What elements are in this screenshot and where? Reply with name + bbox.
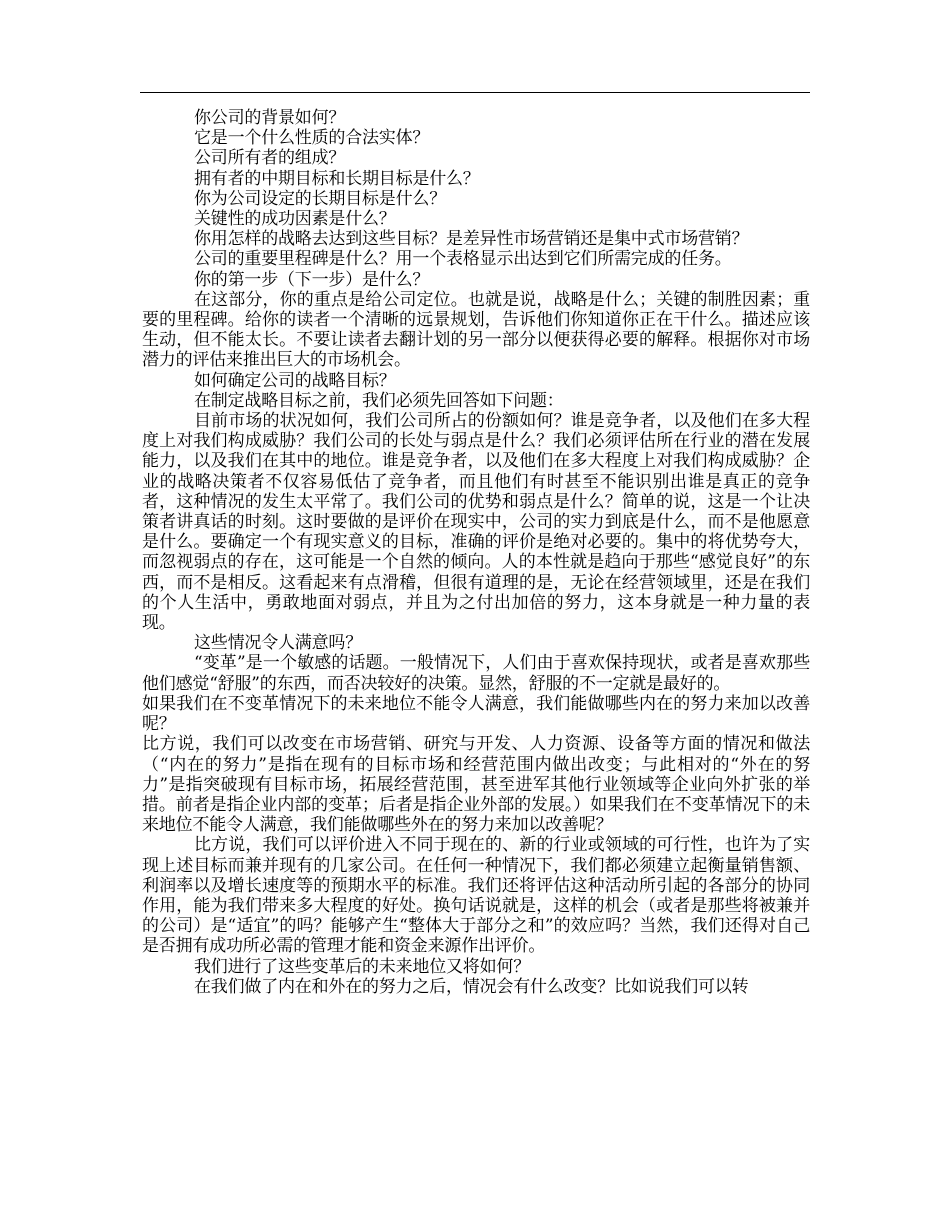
paragraph-positioning: 在这部分，你的重点是给公司定位。也就是说，战略是什么；关键的制胜因素；重要的里程碑。给你的读者一个清晰的远景规划，告诉他们你知道你正在干什么。描述应该生动，但不能太长。不要让读者去翻计划的另一部分以便获得必要的解释。根据你对市场潜力的评估来推出巨大的市场机会。 [142,289,810,371]
header-rule [140,92,810,93]
question-success-factors: 关键性的成功因素是什么？ [194,209,396,230]
paragraph-internal-question: 如果我们在不变革情况下的未来地位不能令人满意，我们能做哪些内在的努力来加以改善呢？ [142,693,810,735]
document-body [142,108,810,997]
heading-strategic-goals: 如何确定公司的战略目标？ [194,370,396,391]
paragraph-after-changes: 在我们做了内在和外在的努力之后，情况会有什么改变？比如说我们可以转 [194,976,749,997]
paragraph-internal-efforts: 比方说，我们可以改变在市场营销、研究与开发、人力资源、设备等方面的情况和做法（“内在的努力”是指在现有的目标市场和经营范围内做出改变；与此相对的“外在的努力”是指突破现有目标市场，拓展经营范围，甚至进军其他行业领域等企业向外扩张的举措。前者是指企业内部的变革；后者是指企业外部的发展。）如果我们在不变革情况下的未来地位不能令人满意，我们能做哪些外在的努力来加以改善呢？ [142,734,810,836]
question-strategy: 你用怎样的战略去达到这些目标？是差异性市场营销还是集中式市场营销？ [194,229,749,250]
question-owner-goals: 拥有者的中期目标和长期目标是什么？ [194,168,480,189]
question-owners: 公司所有者的组成？ [194,148,346,169]
paragraph-market-analysis: 目前市场的状况如何，我们公司所占的份额如何？谁是竞争者，以及他们在多大程度上对我们构成威胁？我们公司的长处与弱点是什么？我们必须评估所在行业的潜在发展能力，以及我们在其中的地位。谁是竞争者，以及他们在多大程度上对我们构成威胁？企业的战略决策者不仅容易低估了竞争者，而且他们有时甚至不能识别出谁是真正的竞争者，这种情况的发生太平常了。我们公司的优势和弱点是什么？简单的说，这是一个让决策者讲真话的时刻。这时要做的是评价在现实中，公司的实力到底是什么，而不是他愿意是什么。要确定一个有现实意义的目标，准确的评价是绝对必要的。集中的将优势夸大，而忽视弱点的存在，这可能是一个自然的倾向。人的本性就是趋向于那些“感觉良好”的东西，而不是相反。这看起来有点滑稽，但很有道理的是，无论在经营领域里，还是在我们的个人生活中，勇敢地面对弱点，并且为之付出加倍的努力，这本身就是一种力量的表现。 [142,411,810,634]
question-first-step: 你的第一步（下一步）是什么？ [194,269,430,290]
paragraph-change: “变革”是一个敏感的话题。一般情况下，人们由于喜欢保持现状，或者是喜欢那些他们感觉“舒服”的东西，而否决较好的决策。显然，舒服的不一定就是最好的。 [142,653,810,694]
question-long-term-goals: 你为公司设定的长期目标是什么？ [194,188,446,209]
paragraph-external-efforts: 比方说，我们可以评价进入不同于现在的、新的行业或领域的可行性，也许为了实现上述目标而兼并现有的几家公司。在任何一种情况下，我们都必须建立起衡量销售额、利润率以及增长速度等的预期水平的标准。我们还将评估这种活动所引起的各部分的协同作用，能为我们带来多大程度的好处。换句话说就是，这样的机会（或者是那些将被兼并的公司）是“适宜”的吗？能够产生“整体大于部分之和”的效应吗？当然，我们还得对自己是否拥有成功所必需的管理才能和资金来源作出评价。 [142,835,810,957]
paragraph-intro-questions: 在制定战略目标之前，我们必须先回答如下问题： [194,390,564,411]
question-milestones: 公司的重要里程碑是什么？用一个表格显示出达到它们所需完成的任务。 [194,249,732,270]
heading-future-position: 我们进行了这些变革后的未来地位又将如何？ [194,956,530,977]
question-background: 你公司的背景如何？ [194,108,346,128]
heading-satisfaction: 这些情况令人满意吗？ [194,633,362,654]
question-legal-entity: 它是一个什么性质的合法实体？ [194,128,430,149]
